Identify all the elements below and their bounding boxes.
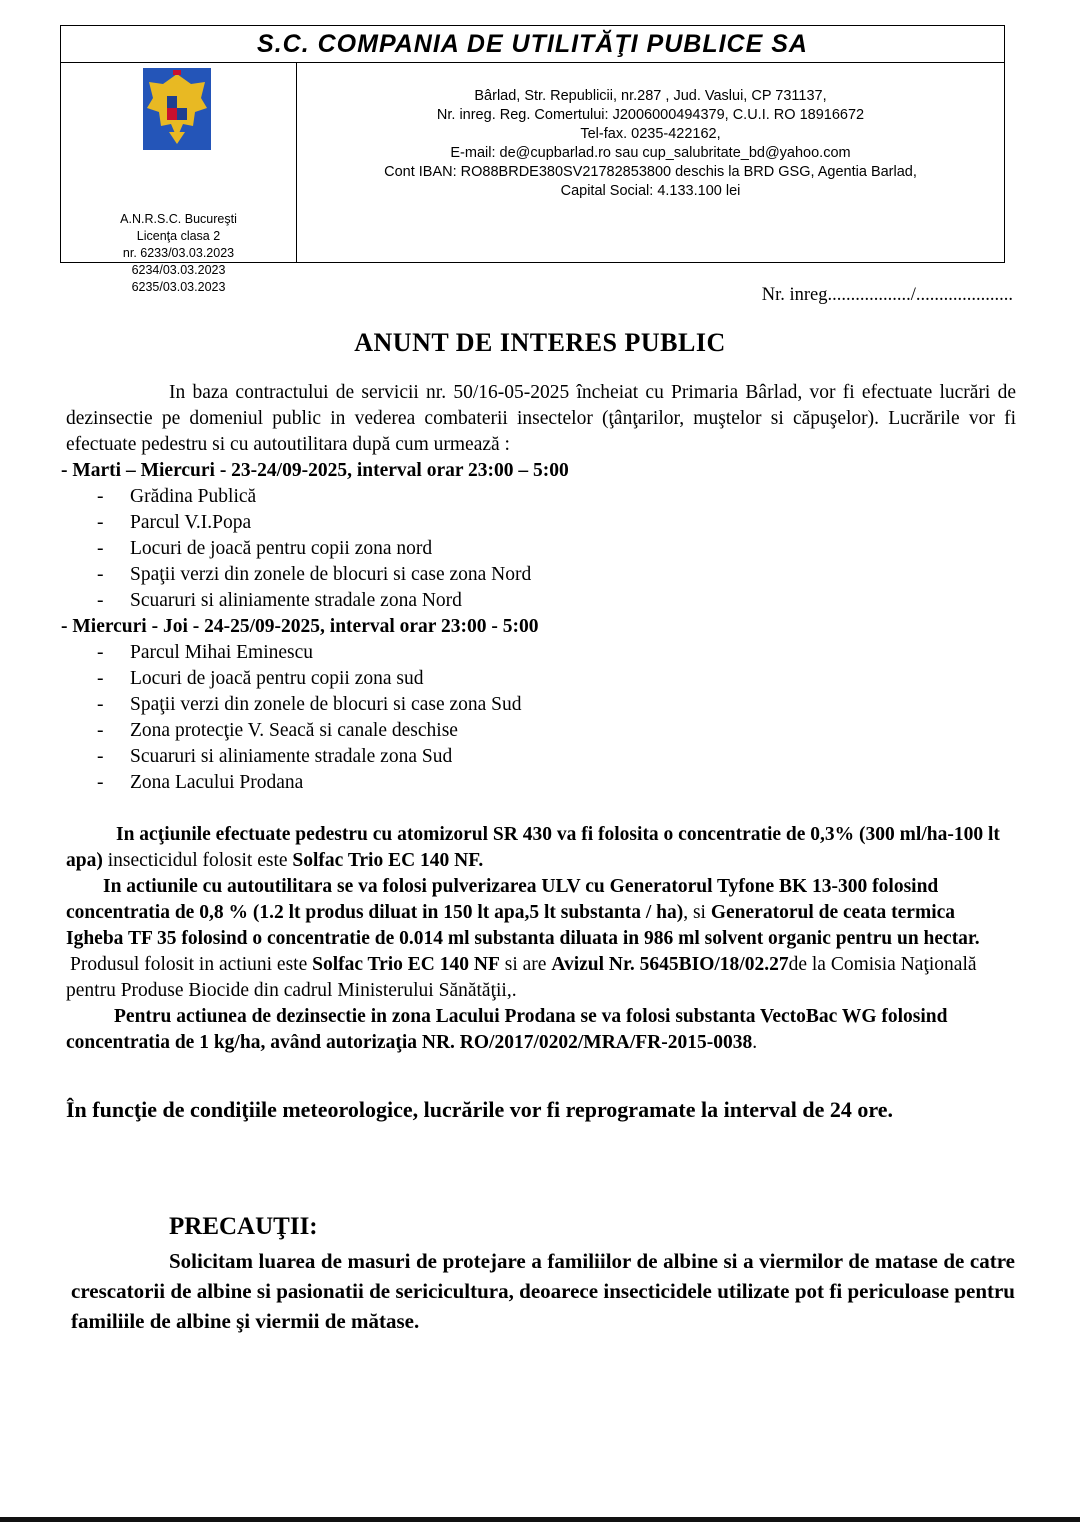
- list-item: - Zona Lacului Prodana: [97, 770, 1016, 796]
- list-item: - Locuri de joacă pentru copii zona sud: [97, 666, 1016, 692]
- product-text: de la Comisia Naţională pentru Produse Biocide din cadrul Ministerului Sănătăţii,.: [66, 954, 977, 1001]
- lake-text: Pentru actiunea de dezinsectie in zona Lacului Prodana se va folosi substanta VectoBac WG folosind concentratia de 1 kg/ha, având autorizaţia NR. RO/2017/0202/MRA/FR-2015-0038: [66, 1006, 948, 1053]
- list-item: - Scuaruri si aliniamente stradale zona Sud: [97, 744, 1016, 770]
- list-item: - Parcul Mihai Eminescu: [97, 640, 1016, 666]
- intro-paragraph: In baza contractului de servicii nr. 50/16-05-2025 încheiat cu Primaria Bârlad, vor fi efectuate lucrări de dezinsectie pe domeniul public in vederea combaterii insectelor (ţânţarilor, muştelor si căpuşelor). Lucrările vor fi efectuate pedestru si cu autoutilitara după cum urmează :: [66, 382, 1016, 455]
- lake-end: .: [752, 1032, 758, 1053]
- license-line: 6234/03.03.2023: [131, 263, 226, 277]
- contact-line: Nr. inreg. Reg. Comertului: J2006000494379, C.U.I. RO 18916672: [436, 107, 865, 123]
- vehicle-text: In actiunile cu autoutilitara se va folosi pulverizarea ULV cu Generatorul Tyfone BK 13-300 folosind concentratia de 0,8 % (1.2 lt produs diluat in 150 lt apa,5 lt substanta / ha): [66, 876, 939, 923]
- contact-text: [297, 87, 1004, 201]
- location-list: [66, 640, 1016, 796]
- letterhead: [60, 25, 1005, 294]
- list-item: - Scuaruri si aliniamente stradale zona Nord: [97, 588, 1016, 614]
- product-text: Produsul folosit in actiuni este: [70, 954, 313, 975]
- vehicle-paragraph: [66, 874, 1016, 952]
- list-item: - Spaţii verzi din zonele de blocuri si case zona Sud: [97, 692, 1016, 718]
- romanian-coat-of-arms-icon: [143, 68, 211, 150]
- registration-number: Nr. inreg................../.....................: [761, 285, 1013, 305]
- list-item: - Zona protecţie V. Seacă si canale deschise: [97, 718, 1016, 744]
- product-name: Solfac Trio EC 140 NF.: [292, 850, 484, 871]
- atomizer-mid: insecticidul folosit este: [102, 850, 293, 871]
- document-title: ANUNT DE INTERES PUBLIC: [354, 328, 726, 357]
- document-body: [61, 380, 1016, 1056]
- license-panel: [61, 63, 297, 294]
- approval-number: Avizul Nr. 5645BIO/18/02.27: [551, 954, 789, 975]
- precautions-title: PRECAUŢII:: [169, 1213, 318, 1240]
- list-item: - Parcul V.I.Popa: [97, 510, 1016, 536]
- lake-paragraph: [66, 1004, 1016, 1056]
- product-text: si are: [499, 954, 552, 975]
- license-line: Licenţa clasa 2: [136, 229, 221, 243]
- page-edge: [0, 1517, 1080, 1522]
- contact-line: Cont IBAN: RO88BRDE380SV21782853800 deschis la BRD GSG, Agentia Barlad,: [384, 164, 917, 180]
- contact-line: E-mail: de@cupbarlad.ro sau cup_salubritate_bd@yahoo.com: [450, 145, 851, 161]
- atomizer-text: In acţiunile efectuate pedestru cu atomizorul SR 430 va fi folosita o concentratie de 0,3% (300 ml/ha-100 lt apa): [66, 824, 1000, 871]
- product-paragraph: [66, 952, 1016, 1004]
- list-item: - Locuri de joacă pentru copii zona nord: [97, 536, 1016, 562]
- contact-line: Tel-fax. 0235-422162,: [580, 126, 721, 142]
- license-line: nr. 6233/03.03.2023: [122, 246, 235, 260]
- license-line: A.N.R.S.C. Bucureşti: [120, 212, 237, 226]
- license-line: 6235/03.03.2023: [131, 280, 226, 294]
- atomizer-paragraph: [66, 822, 1016, 874]
- reschedule-note: În funcţie de condiţiile meteorologice, lucrările vor fi reprogramate la interval de 24 ore.: [66, 1097, 894, 1122]
- company-name: S.C. COMPANIA DE UTILITĂŢI PUBLICE SA: [61, 26, 1004, 63]
- contact-panel: [297, 63, 1004, 262]
- list-item: - Grădina Publică: [97, 484, 1016, 510]
- product-name: Solfac Trio EC 140 NF: [312, 954, 500, 975]
- vehicle-tail: Generatorul de ceata termica Igheba TF 35 folosind o concentratie de 0.014 ml substanta diluata in 986 ml solvent organic pentru un hectar.: [66, 902, 980, 949]
- vehicle-mid: , si: [683, 902, 711, 923]
- contact-line: Capital Social: 4.133.100 lei: [560, 183, 741, 199]
- schedule-heading: - Marti – Miercuri - 23-24/09-2025, interval orar 23:00 – 5:00: [61, 460, 569, 481]
- precautions-text: Solicitam luarea de masuri de protejare a familiilor de albine si a viermilor de matase de catre crescatorii de albine si pasionatii de sericicultura, deoarece insecticidele utilizate pot fi periculoase pentru familiile de albine şi viermii de mătase.: [71, 1249, 1015, 1333]
- schedule-heading: - Miercuri - Joi - 24-25/09-2025, interval orar 23:00 - 5:00: [61, 616, 539, 637]
- contact-line: Bârlad, Str. Republicii, nr.287 , Jud. Vaslui, CP 731137,: [474, 88, 827, 104]
- license-text: [61, 211, 296, 296]
- location-list: [66, 484, 1016, 614]
- list-item: - Spaţii verzi din zonele de blocuri si case zona Nord: [97, 562, 1016, 588]
